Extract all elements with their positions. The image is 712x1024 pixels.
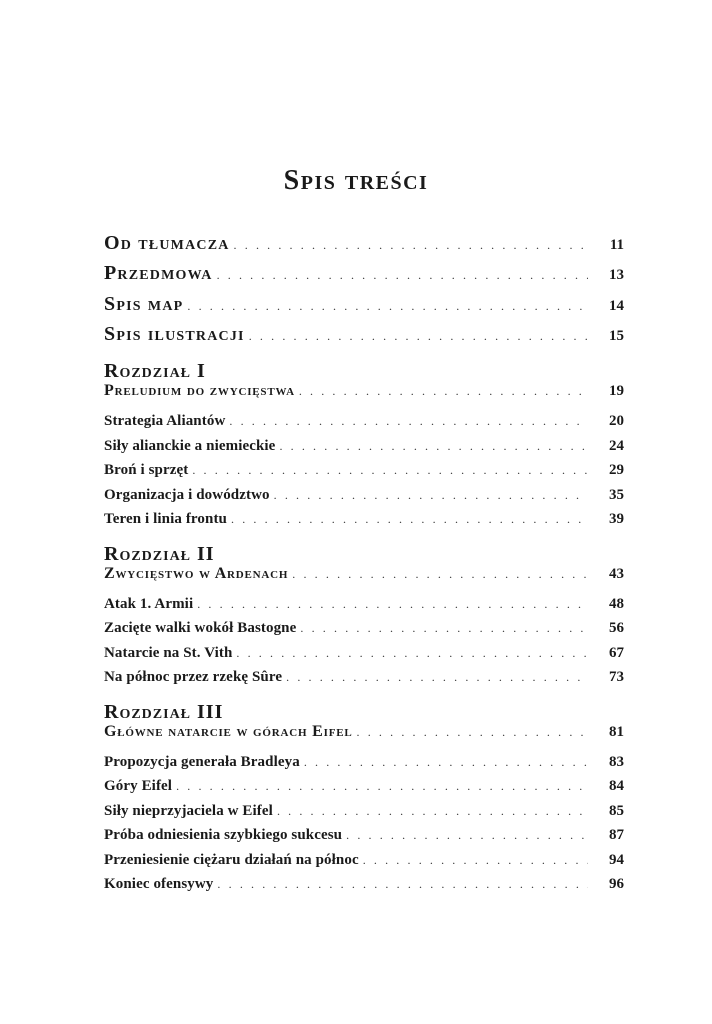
dot-leader (176, 779, 588, 794)
chapter-title-entry[interactable] (104, 382, 624, 400)
dot-leader (346, 828, 588, 843)
toc-section-entry[interactable] (104, 462, 624, 479)
toc-section-entry[interactable] (104, 487, 624, 504)
dot-leader (187, 299, 588, 314)
section-label: Koniec ofensywy (104, 876, 214, 892)
chapter-title-label: Główne natarcie w górach Eifel (104, 723, 353, 740)
dot-leader (292, 567, 588, 582)
section-label: Propozycja generała Bradleya (104, 754, 300, 770)
chapter-title-label: Zwycięstwo w Ardenach (104, 565, 289, 582)
toc-entry-przedmowa[interactable] (104, 262, 624, 288)
toc-entry-label: Spis ilustracji (104, 323, 245, 345)
toc-section-entry[interactable] (104, 827, 624, 844)
toc-entry-page: 15 (609, 328, 624, 344)
toc-entry-page: 83 (609, 754, 624, 770)
dot-leader (229, 414, 588, 429)
chapter-heading: Rozdział III (104, 701, 224, 723)
toc-section-entry[interactable] (104, 852, 624, 869)
dot-leader (234, 238, 588, 253)
toc-entry-page: 48 (609, 596, 624, 612)
dot-leader (286, 670, 588, 685)
dot-leader (236, 646, 588, 661)
toc-entry-page: 67 (609, 645, 624, 661)
dot-leader (231, 512, 588, 527)
toc-entry-page: 85 (609, 803, 624, 819)
toc-entry-page: 43 (609, 566, 624, 582)
toc-entry-page: 19 (609, 383, 624, 399)
section-label: Próba odniesienia szybkiego sukcesu (104, 827, 343, 843)
section-label: Przeniesienie ciężaru działań na północ (104, 852, 359, 868)
toc-section-entry[interactable] (104, 876, 624, 893)
toc-section-entry[interactable] (104, 669, 624, 686)
dot-leader (192, 463, 588, 478)
toc-entry-page: 96 (609, 876, 624, 892)
toc-entry-page: 87 (609, 827, 624, 843)
toc-entry-label: Przedmowa (104, 262, 213, 284)
section-label: Teren i linia frontu (104, 511, 227, 527)
toc-section-entry[interactable] (104, 778, 624, 795)
toc-entry-page: 84 (609, 778, 624, 794)
toc-section-entry[interactable] (104, 803, 624, 820)
dot-leader (274, 488, 588, 503)
toc-entry-page: 24 (609, 438, 624, 454)
section-label: Atak 1. Armii (104, 596, 194, 612)
section-label: Siły nieprzyjaciela w Eifel (104, 803, 273, 819)
section-label: Na północ przez rzekę Sûre (104, 669, 283, 685)
toc-entry-page: 56 (609, 620, 624, 636)
dot-leader (357, 725, 588, 740)
dot-leader (277, 804, 588, 819)
toc-entry-page: 20 (609, 413, 624, 429)
dot-leader (217, 268, 588, 283)
section-label: Natarcie na St. Vith (104, 645, 233, 661)
toc-entry-label: Od tłumacza (104, 232, 230, 254)
dot-leader (299, 384, 588, 399)
toc-entry-page: 35 (609, 487, 624, 503)
section-label: Strategia Aliantów (104, 413, 226, 429)
dot-leader (217, 877, 588, 892)
chapter-heading: Rozdział II (104, 543, 215, 565)
dot-leader (249, 329, 588, 344)
toc-section-entry[interactable] (104, 754, 624, 771)
toc-entry-page: 94 (609, 852, 624, 868)
toc-entry-label: Spis map (104, 293, 184, 315)
toc-section-entry[interactable] (104, 620, 624, 637)
toc-entry-spis-map[interactable] (104, 293, 624, 319)
dot-leader (304, 755, 588, 770)
toc-entry-page: 81 (609, 724, 624, 740)
section-label: Góry Eifel (104, 778, 173, 794)
toc-section-entry[interactable] (104, 438, 624, 455)
toc-entry-page: 39 (609, 511, 624, 527)
dot-leader (300, 621, 588, 636)
toc-entry-spis-ilustracji[interactable] (104, 323, 624, 349)
toc-section-entry[interactable] (104, 645, 624, 662)
chapter-title-entry[interactable] (104, 723, 624, 741)
toc-entry-page: 13 (609, 267, 624, 283)
chapter-title-entry[interactable] (104, 565, 624, 583)
page-title: Spis treści (283, 165, 429, 196)
section-label: Broń i sprzęt (104, 462, 189, 478)
toc-entry-page: 73 (609, 669, 624, 685)
dot-leader (197, 597, 588, 612)
toc-entry-page: 11 (609, 237, 624, 253)
toc-entry-od-tlumacza[interactable] (104, 232, 624, 258)
section-label: Zacięte walki wokół Bastogne (104, 620, 297, 636)
dot-leader (279, 439, 588, 454)
toc-entry-page: 14 (609, 298, 624, 314)
dot-leader (363, 853, 588, 868)
chapter-title-label: Preludium do zwycięstwa (104, 382, 295, 399)
section-label: Siły alianckie a niemieckie (104, 438, 276, 454)
toc-section-entry[interactable] (104, 596, 624, 613)
chapter-heading: Rozdział I (104, 360, 206, 382)
toc-section-entry[interactable] (104, 413, 624, 430)
toc-section-entry[interactable] (104, 511, 624, 528)
section-label: Organizacja i dowództwo (104, 487, 270, 503)
toc-entry-page: 29 (609, 462, 624, 478)
